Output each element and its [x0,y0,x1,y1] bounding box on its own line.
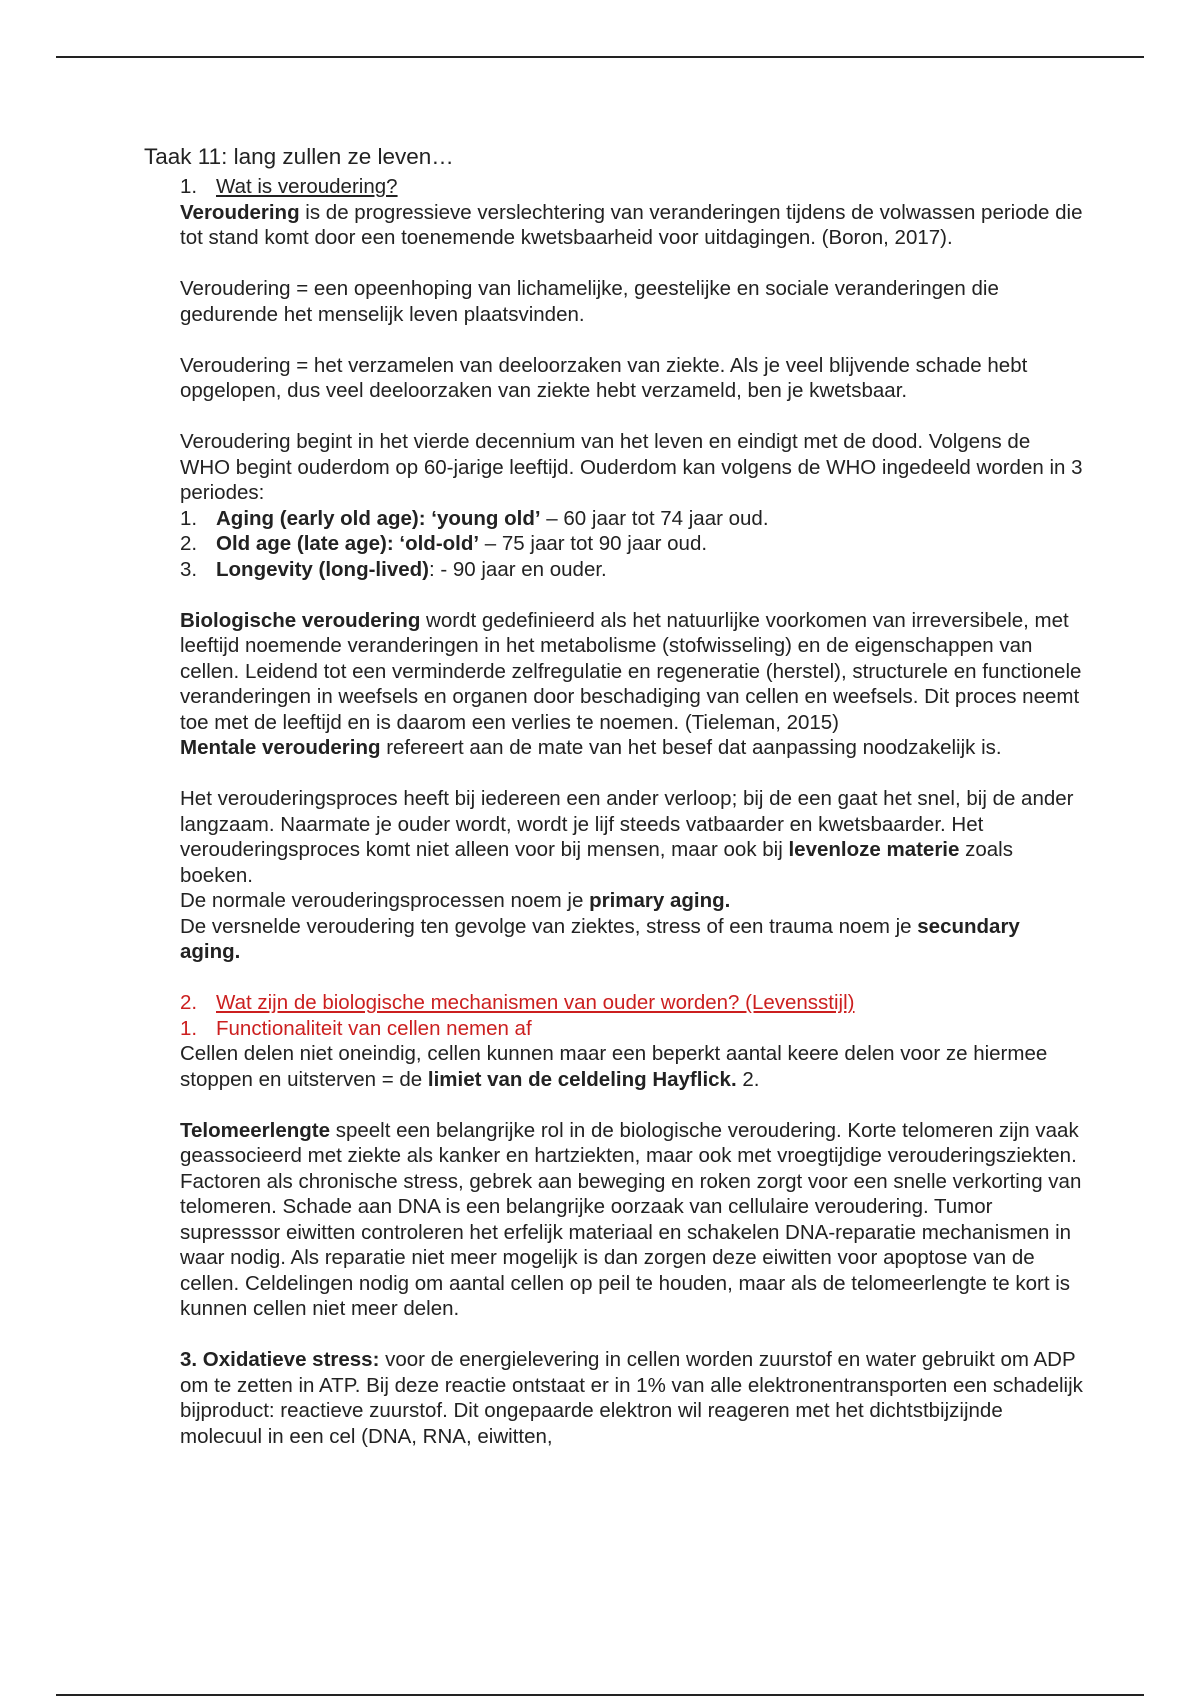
paragraph-mental: Mentale veroudering refereert aan de mate van het besef dat aanpassing noodzakelijk is. [180,736,1002,759]
page-title: Taak 11: lang zullen ze leven… [144,144,454,169]
section-2-body [180,1041,1084,1449]
list-item: 1. Aging (early old age): ‘young old’ – 60 jaar tot 74 jaar oud. [180,506,769,530]
question-2-label: Wat zijn de biologische mechanismen van ouder worden? (Levensstijl) [216,991,855,1014]
header-rule [56,56,1144,58]
document-page [144,142,1084,1449]
paragraph-who: Veroudering begint in het vierde decennium van het leven en eindigt met de dood. Volgens de WHO begint ouderdom op 60-jarige leeftijd. Ouderdom kan volgens de WHO ingedeeld worden in 3 periodes: [180,430,1083,504]
question-2-number: 2. [180,991,198,1014]
paragraph-definition: Veroudering is de progressieve verslechtering van veranderingen tijdens de volwassen periode die tot stand komt door een toenemende kwetsbaarheid voor uitdagingen. (Boron, 2017). [180,200,1083,249]
paragraph-hayflick: Cellen delen niet oneindig, cellen kunnen maar een beperkt aantal keere delen voor ze hiermee stoppen en uitsterven = de limiet van de celdeling Hayflick. 2. [180,1042,1048,1091]
list-item: 2. Old age (late age): ‘old-old’ – 75 jaar tot 90 jaar oud. [180,532,708,555]
subheading-1: 1. Functionaliteit van cellen nemen af [180,1016,532,1040]
paragraph-telomere: Telomeerlengte speelt een belangrijke rol in de biologische veroudering. Korte telomeren zijn vaak geassocieerd met ziekte als kanker en hartziekten, maar ook met vroegtijdige verouderingsziekten. Factoren als chronische stress, gebrek aan beweging en roken zorgt voor een snelle verkorting van telomeren. Schade aan DNA is een belangrijke oorzaak van cellulaire veroudering. Tumor supresssor eiwitten controleren het erfelijk materiaal en schakelen DNA-reparatie mechanismen in waar nodig. Als reparatie niet meer mogelijk is dan zorgen deze eiwitten voor apoptose van de cellen. Celdelingen nodig om aantal cellen op peil te houden, maar als de telomeerlengte te kort is kunnen cellen niet meer delen. [180,1118,1082,1320]
question-1-label: Wat is veroudering? [216,175,398,198]
paragraph-process: Het verouderingsproces heeft bij iedereen een ander verloop; bij de een gaat het snel, bij de ander langzaam. Naarmate je ouder wordt, wordt je lijf steeds vatbaarder en kwetsbaarder. Het verouderingsproces komt niet alleen voor bij mensen, maar ook bij levenloze materie zoals boeken. [180,787,1074,887]
period-list [144,506,1084,583]
list-item: 3. Longevity (long-lived): - 90 jaar en ouder. [180,557,607,581]
question-1 [180,174,1084,200]
paragraph-causes: Veroudering = het verzamelen van deeloorzaken van ziekte. Als je veel blijvende schade hebt opgelopen, dus veel deeloorzaken van ziekte hebt verzameld, ben je kwetsbaar. [180,353,1028,402]
section-1-continued [180,582,1084,990]
paragraph-primary: De normale verouderingsprocessen noem je primary aging. [180,889,731,912]
paragraph-secundary: De versnelde veroudering ten gevolge van ziektes, stress of een trauma noem je secundary aging. [180,914,1020,963]
paragraph-oxidative: 3. Oxidatieve stress: voor de energielevering in cellen worden zuurstof en water gebruikt om ADP om te zetten in ATP. Bij deze reactie ontstaat er in 1% van alle elektronentransporten een schadelijk bijproduct: reactieve zuurstof. Dit ongepaarde elektron wil reageren met het dichtstbijzijnde molecuul in een cel (DNA, RNA, eiwitten, [180,1348,1083,1448]
footer-rule [56,1694,1144,1696]
question-2 [180,990,1084,1016]
paragraph-accumulation: Veroudering = een opeenhoping van lichamelijke, geestelijke en sociale veranderingen die gedurende het menselijk leven plaatsvinden. [180,277,999,326]
paragraph-biological: Biologische veroudering wordt gedefinieerd als het natuurlijke voorkomen van irreversibele, met leeftijd noemende veranderingen in het metabolisme (stofwisseling) en de eigenschappen van cellen. Leidend tot een verminderde zelfregulatie en regeneratie (herstel), structurele en functionele veranderingen in weefsels en organen door beschadiging van cellen en weefsels. Dit proces neemt toe met de leeftijd en is daarom een verlies te noemen. (Tieleman, 2015) [180,608,1082,734]
section-1-body [180,200,1084,506]
question-1-number: 1. [180,175,198,198]
